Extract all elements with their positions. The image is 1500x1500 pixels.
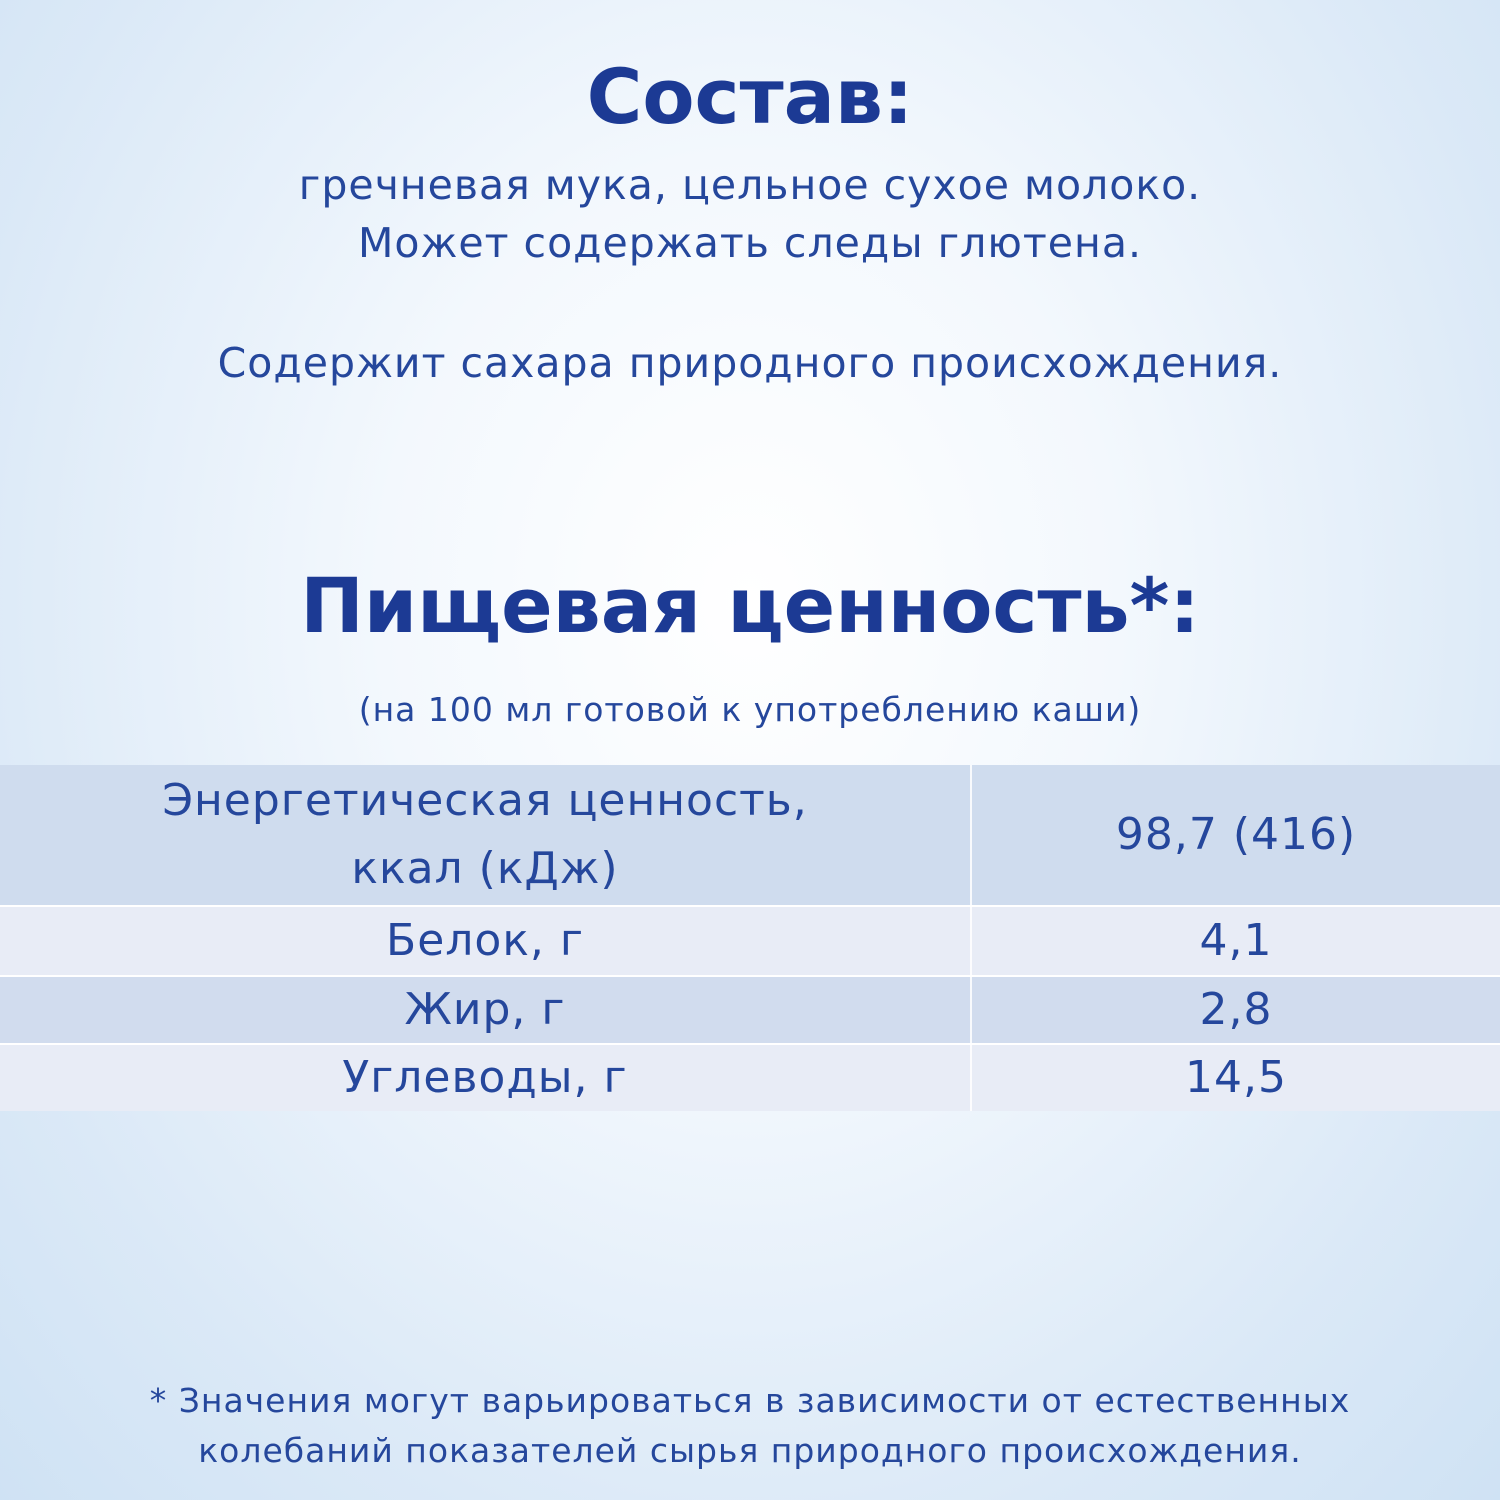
nutrient-name: Белок, г [0, 907, 972, 975]
nutrition-table [0, 765, 1500, 1111]
table-row [0, 975, 1500, 1043]
table-row [0, 765, 1500, 905]
table-row [0, 905, 1500, 975]
nutrient-name: Жир, г [0, 977, 972, 1043]
nutrient-value: 14,5 [1185, 1052, 1287, 1103]
nutrient-value: 4,1 [1199, 915, 1273, 966]
nutrient-name: Углеводы, г [0, 1045, 972, 1111]
composition-sugar-note: Содержит сахара природного происхождения. [217, 339, 1283, 387]
nutrition-title: Пищевая ценность*: [300, 561, 1200, 650]
nutrient-value: 2,8 [1199, 984, 1273, 1035]
nutrient-value: 98,7 (416) [1115, 809, 1357, 860]
nutrition-subtitle: (на 100 мл готовой к употреблению каши) [358, 690, 1142, 729]
composition-title: Состав: [586, 52, 914, 141]
table-row [0, 1043, 1500, 1111]
composition-ingredients: гречневая мука, цельное сухое молоко. [298, 161, 1202, 209]
composition-allergen-note: Может содержать следы глютена. [358, 219, 1142, 267]
nutrient-name [0, 765, 972, 905]
footnote-line: колебаний показателей сырья природного происхождения. [198, 1431, 1302, 1470]
nutrient-name-line: Энергетическая ценность, [162, 775, 808, 826]
nutrient-name-line: ккал (кДж) [351, 843, 619, 894]
footnote-line: * Значения могут варьироваться в зависимости от естественных [149, 1381, 1351, 1420]
